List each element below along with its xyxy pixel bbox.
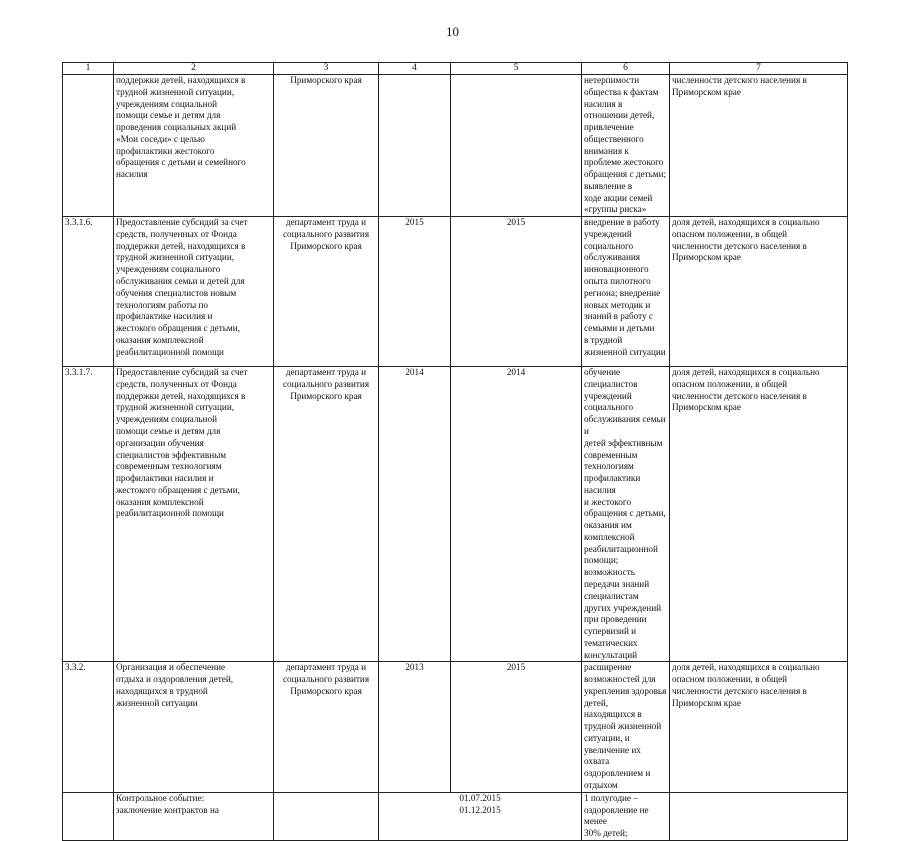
indicator-cell <box>670 792 848 840</box>
activity-cell: Контрольное событие: заключение контрактов на <box>114 792 274 840</box>
activity-cell: Организация и обеспечение отдыха и оздоровления детей, находящихся в трудной жизненной ситуации <box>114 662 274 792</box>
executor-cell: департамент труда и социального развития Приморского края <box>274 217 379 367</box>
column-number-row <box>63 63 848 75</box>
result-cell: расширение возможностей для укрепления здоровья детей, находящихся в трудной жизненной ситуации, и увеличение их охвата оздоровлением и отдыхом <box>582 662 670 792</box>
indicator-cell: численности детского населения в Приморском крае <box>670 75 848 217</box>
column-number: 1 <box>63 63 114 75</box>
activity-cell: поддержки детей, находящихся в трудной жизненной ситуации, учреждениям социальной помощи семье и детям для проведения социальных акций «Мои соседи» с целью профилактики жестокого обращения с детьми и семейного насилия <box>114 75 274 217</box>
table-row <box>63 367 848 662</box>
table-row <box>63 662 848 792</box>
activity-cell: Предоставление субсидий за счет средств, полученных от Фонда поддержки детей, находящихся в трудной жизненной ситуации, учреждениям социальной помощи семье и детям для организации обучения специалистов эффективным современным технологиям профилактики насилия и жестокого обращения с детьми, оказания комплексной реабилитационной помощи <box>114 367 274 662</box>
result-cell: внедрение в работу учреждений социального обслуживания инновационного опыта пилотного региона; внедрение новых методик и знаний в работу с семьями и детьми в трудной жизненной ситуации <box>582 217 670 367</box>
indicator-cell: доля детей, находящихся в социально опасном положении, в общей численности детского населения в Приморском крае <box>670 367 848 662</box>
year-start-cell: 2014 <box>379 367 451 662</box>
item-number: 3.3.2. <box>63 662 114 792</box>
result-cell: обучение специалистов учреждений социального обслуживания семьи и детей эффективным современным технологиям профилактики насилия и жестокого обращения с детьми, оказания им комплексной реабилитационной помощи; возможность передачи знаний специалистам других учреждений при проведении супервизий и тематических консультаций <box>582 367 670 662</box>
control-dates-cell: 01.07.2015 01.12.2015 <box>379 792 582 840</box>
year-start-cell: 2013 <box>379 662 451 792</box>
result-cell: 1 полугодие – оздоровление не менее 30% детей; <box>582 792 670 840</box>
column-number: 7 <box>670 63 848 75</box>
executor-cell: департамент труда и социального развития Приморского края <box>274 367 379 662</box>
year-start-cell <box>379 75 451 217</box>
year-end-cell <box>451 75 582 217</box>
item-number: 3.3.1.6. <box>63 217 114 367</box>
year-end-cell: 2015 <box>451 662 582 792</box>
item-number: 3.3.1.7. <box>63 367 114 662</box>
year-end-cell: 2015 <box>451 217 582 367</box>
table-row <box>63 792 848 840</box>
table-row <box>63 217 848 367</box>
year-start-cell: 2015 <box>379 217 451 367</box>
executor-cell <box>274 792 379 840</box>
indicator-cell: доля детей, находящихся в социально опасном положении, в общей численности детского населения в Приморском крае <box>670 217 848 367</box>
column-number: 4 <box>379 63 451 75</box>
column-number: 6 <box>582 63 670 75</box>
result-cell: нетерпимости общества к фактам насилия в отношении детей, привлечение общественного внимания к проблеме жестокого обращения с детьми; выявление в ходе акции семей «группы риска» <box>582 75 670 217</box>
year-end-cell: 2014 <box>451 367 582 662</box>
column-number: 2 <box>114 63 274 75</box>
program-table <box>62 62 848 841</box>
activity-cell: Предоставление субсидий за счет средств, полученных от Фонда поддержки детей, находящихся в трудной жизненной ситуации, учреждениям социального обслуживания семьи и детей для обучения специалистов новым технологиям работы по профилактике насилия и жестокого обращения с детьми, оказания комплексной реабилитационной помощи <box>114 217 274 367</box>
item-number <box>63 75 114 217</box>
page-number: 10 <box>446 24 459 39</box>
executor-cell: департамент труда и социального развития Приморского края <box>274 662 379 792</box>
column-number: 5 <box>451 63 582 75</box>
executor-cell: Приморского края <box>274 75 379 217</box>
item-number <box>63 792 114 840</box>
column-number: 3 <box>274 63 379 75</box>
table-row <box>63 75 848 217</box>
indicator-cell: доля детей, находящихся в социально опасном положении, в общей численности детского населения в Приморском крае <box>670 662 848 792</box>
